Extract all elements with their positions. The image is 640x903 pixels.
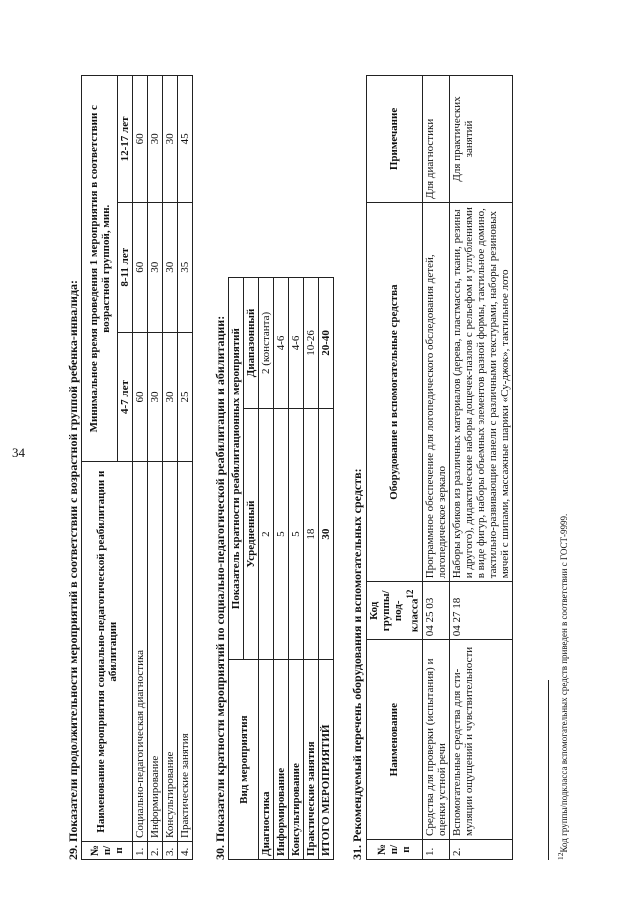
duration-table [81, 75, 193, 860]
col-header-min-time: Минимальное время проведения 1 мероприятия в соответствии с возрастной группой, мин. [82, 76, 118, 462]
table-row: 2. Вспомогательные средства для стимуляции ощущений и чувствительности 04 27 18 Наборы кубиков из различных материалов (дерева, пластмассы, ткани, резины и другого), дидактические наборы дощечек-пазлов с рельефом и углублениями в виде фигур, наборы объемных элементов разной формы, тактильное домино, тактильно-развивающие панели с различными текстурами, наборы резиновых мячей с шипами, массажные шарики «Су-джок», тактильное лото Для практических занятий [449, 76, 512, 860]
footnote: $^{12}$Код группы/подкласса вспомогательных средств приведен в соответствии с ГОСТ-9999. [556, 513, 569, 860]
col-header-indicator: Показатель кратности реабилитационных мероприятий [229, 278, 244, 660]
col-header-name: Наименование [367, 640, 423, 840]
frequency-table [228, 277, 334, 860]
col-header-range: Диапазонный [244, 278, 259, 409]
table-row: Практические занятия 18 10-26 [304, 278, 319, 860]
col-header-age-12-17: 12-17 лет [118, 76, 133, 203]
rotated-page-content [65, 60, 625, 860]
col-header-age-8-11: 8-11 лет [118, 202, 133, 332]
col-header-note: Примечание [367, 76, 423, 203]
col-header-average: Усредненный [244, 408, 259, 659]
col-header-age-4-7: 4-7 лет [118, 332, 133, 462]
section-30-title: 30. Показатели кратности мероприятий по социально-педагогической реабилитации и абилитации: [213, 315, 227, 860]
table-row: 1. Социально-педагогическая диагностика 60 60 60 [133, 76, 148, 860]
col-header-code: Код группы/подкласса$^{12}$ [367, 582, 423, 640]
page-number: 34 [12, 445, 25, 460]
equipment-table [366, 75, 513, 860]
col-header-num: № п/п [367, 840, 423, 860]
col-header-kind: Вид мероприятия [229, 660, 259, 860]
table-row: Информирование 5 4-6 [274, 278, 289, 860]
section-29-title: 29. Показатели продолжительности мероприятий в соответствии с возрастной группой ребенка-инвалида: [66, 279, 80, 860]
col-header-num: № п/п [82, 841, 133, 859]
col-header-equipment: Оборудование и вспомогательные средства [367, 202, 423, 581]
total-row: ИТОГО МЕРОПРИЯТИЙ 30 20-40 [319, 278, 334, 860]
table-row: 1. Средства для проверки (испытания) и оценки устной речи 04 25 03 Программное обеспечение для логопедического обследования детей, логопедическое зеркало Для диагностики [422, 76, 449, 860]
col-header-name: Наименование мероприятия социально-педагогической реабилитации и абилитации [82, 462, 133, 841]
footnote-divider [548, 680, 549, 860]
table-row: 3. Консультирование 30 30 30 [163, 76, 178, 860]
table-row: Консультирование 5 4-6 [289, 278, 304, 860]
table-row: 2. Информирование 30 30 30 [148, 76, 163, 860]
table-row: Диагностика 2 2 (константа) [259, 278, 274, 860]
table-row: 4. Практические занятия 25 35 45 [178, 76, 193, 860]
section-31-title: 31. Рекомендуемый перечень оборудования и вспомогательных средств: [350, 468, 364, 860]
